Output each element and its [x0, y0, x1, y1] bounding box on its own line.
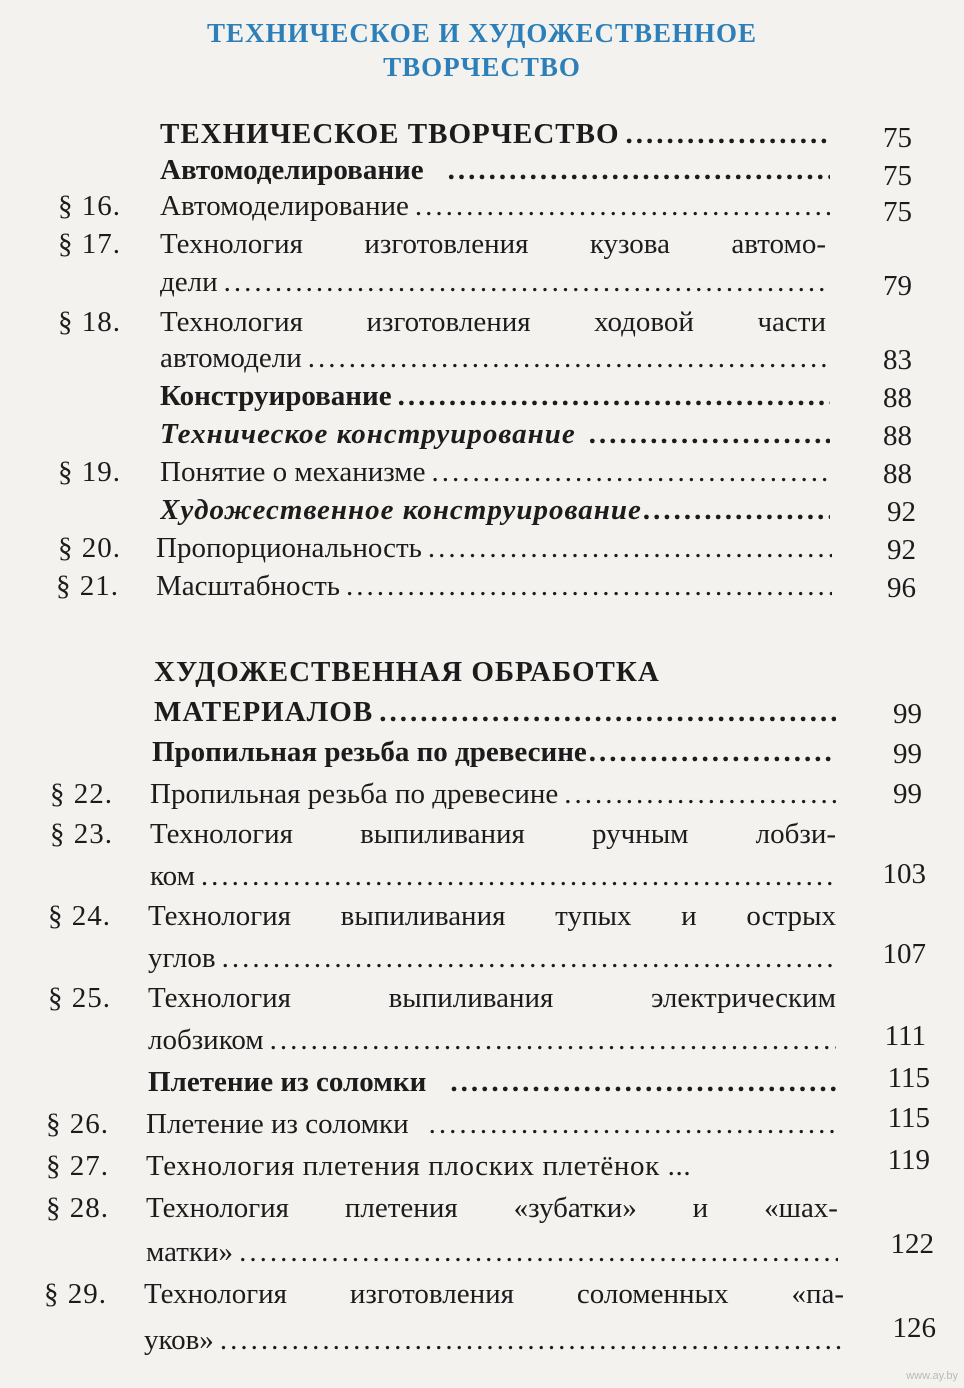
word: выпиливания: [360, 818, 525, 850]
entry-page: 115: [887, 1102, 930, 1134]
entry-page: 83: [883, 344, 912, 376]
word: «па-: [791, 1278, 844, 1310]
entry-title: Автомоделирование: [160, 154, 424, 186]
entry-page: 99: [893, 778, 922, 810]
word: Технология: [146, 1192, 289, 1224]
section-heading-line2: ТВОРЧЕСТВО: [383, 52, 581, 82]
word: ходовой: [594, 306, 694, 338]
entry-page: 79: [883, 270, 912, 302]
entry-title-line2: углов: [148, 942, 216, 974]
entry-title-line2: дели: [160, 266, 218, 298]
word: лобзи-: [755, 818, 836, 850]
entry-title-line2: автомодели: [160, 342, 302, 374]
entry-title: Техническое конструирование: [160, 418, 576, 450]
paragraph-number: § 18.: [58, 306, 121, 338]
word: изготовления: [364, 228, 529, 260]
entry-title-line1: [144, 1276, 844, 1312]
entry-page: 119: [887, 1144, 930, 1176]
entry-title-line2: МАТЕРИАЛОВ: [154, 696, 374, 728]
entry-title-line1: [160, 226, 826, 262]
entry-title: Понятие о механизме: [160, 456, 426, 488]
entry-page: 122: [890, 1228, 934, 1260]
word: выпиливания: [388, 982, 554, 1014]
word: Технология: [148, 982, 291, 1014]
entry-title: Плетение из соломки: [148, 1066, 427, 1098]
word: «шах-: [764, 1192, 838, 1224]
paragraph-number: § 21.: [56, 570, 119, 602]
entry-page: 111: [884, 1020, 926, 1052]
entry-title: Пропильная резьба по древесине: [152, 736, 587, 768]
word: автомо-: [731, 228, 826, 260]
entry-page: 75: [883, 196, 912, 228]
entry-page: 75: [883, 122, 912, 154]
entry-title-line1: [160, 304, 826, 340]
entry-title: Пропильная резьба по древесине: [150, 778, 559, 810]
word: кузова: [589, 228, 670, 260]
entry-page: 88: [883, 382, 912, 414]
word: Технология: [160, 228, 303, 260]
entry-title-line1: [146, 1190, 838, 1226]
entry-title-line1: [148, 980, 836, 1016]
watermark: www.ay.by: [906, 1370, 958, 1382]
entry-title-line2: лобзиком: [148, 1024, 264, 1056]
section-heading-line1: ТЕХНИЧЕСКОЕ И ХУДОЖЕСТВЕННОЕ: [207, 18, 757, 48]
entry-title: ТЕХНИЧЕСКОЕ ТВОРЧЕСТВО: [160, 118, 620, 150]
word: ручным: [591, 818, 689, 850]
entry-title: Технология плетения плоских плетёнок ...: [146, 1150, 692, 1182]
entry-title-line1: ХУДОЖЕСТВЕННАЯ ОБРАБОТКА: [154, 656, 660, 688]
entry-page: 103: [882, 858, 926, 890]
word: и: [681, 900, 697, 932]
entry-page: 92: [887, 534, 916, 566]
entry-page: 99: [893, 698, 922, 730]
paragraph-number: § 29.: [44, 1278, 107, 1310]
paragraph-number: § 17.: [58, 228, 121, 260]
paragraph-number: § 16.: [58, 190, 121, 222]
entry-title-line1: [150, 816, 836, 852]
paragraph-number: § 24.: [48, 900, 111, 932]
paragraph-number: § 26.: [46, 1108, 109, 1140]
word: плетения: [344, 1192, 458, 1224]
entry-page: 126: [892, 1312, 936, 1344]
entry-title-line2: матки»: [146, 1236, 234, 1268]
paragraph-number: § 19.: [58, 456, 121, 488]
entry-page: 92: [887, 496, 916, 528]
entry-page: 88: [883, 458, 912, 490]
paragraph-number: § 23.: [50, 818, 113, 850]
entry-title: Плетение из соломки: [146, 1108, 409, 1140]
word: части: [757, 306, 826, 338]
entry-title: Автомоделирование: [160, 190, 409, 222]
paragraph-number: § 20.: [58, 532, 121, 564]
word: и: [692, 1192, 709, 1224]
word: выпиливания: [340, 900, 506, 932]
entry-title: Масштабность: [156, 570, 341, 602]
entry-title: Конструирование: [160, 380, 392, 412]
paragraph-number: § 28.: [46, 1192, 109, 1224]
entry-page: 96: [887, 572, 916, 604]
word: Технология: [160, 306, 303, 338]
word: электрическим: [650, 982, 836, 1014]
entry-page: 107: [882, 938, 926, 970]
word: соломенных: [576, 1278, 729, 1310]
entry-page: 99: [893, 738, 922, 770]
word: острых: [746, 900, 836, 932]
word: изготовления: [349, 1278, 514, 1310]
entry-title: Пропорциональность: [156, 532, 422, 564]
paragraph-number: § 22.: [50, 778, 113, 810]
entry-title-line1: [148, 898, 836, 934]
entry-page: 115: [887, 1062, 930, 1094]
entry-page: 75: [883, 160, 912, 192]
paragraph-number: § 25.: [48, 982, 111, 1014]
paragraph-number: § 27.: [46, 1150, 109, 1182]
word: тупых: [555, 900, 632, 932]
word: Технология: [148, 900, 291, 932]
entry-page: 88: [883, 420, 912, 452]
word: изготовления: [366, 306, 531, 338]
word: Технология: [144, 1278, 287, 1310]
entry-title-line2: ком: [150, 860, 195, 892]
entry-title-line2: уков»: [144, 1324, 214, 1356]
entry-title: Художественное конструирование: [160, 494, 642, 526]
word: «зубатки»: [513, 1192, 637, 1224]
word: Технология: [150, 818, 293, 850]
